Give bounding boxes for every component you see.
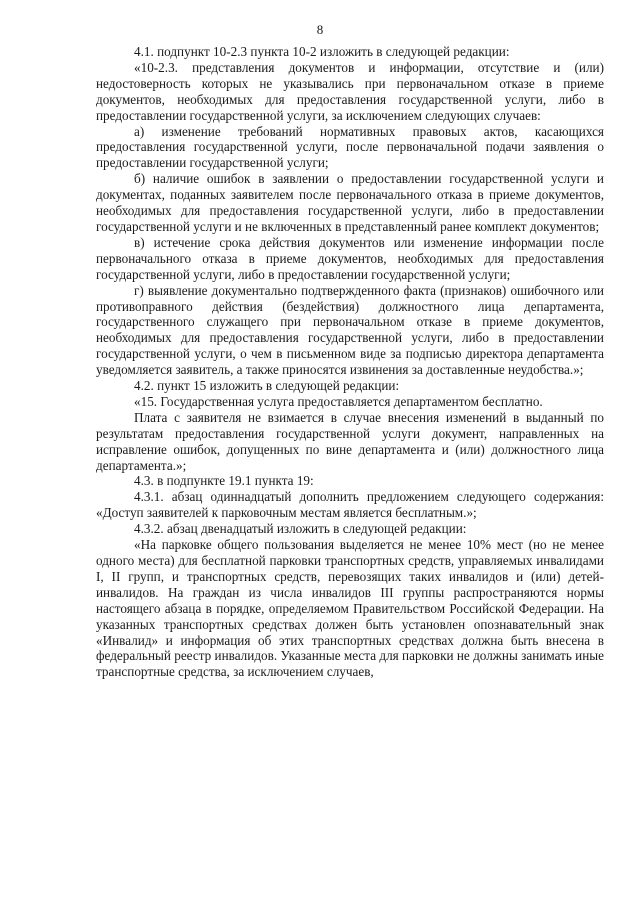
paragraph-fee: Плата с заявителя не взимается в случае внесения изменений в выданный по результатам предоставления государственной услуги документ, направленных на исправление ошибок, допущенных по вине департамента и (или) должностного лица департамента.»; [96,409,604,473]
paragraph-10-2-3: «10-2.3. представления документов и информации, отсутствие и (или) недостоверность которых не указывались при первоначальном отказе в приеме документов, необходимых для предоставления государственной услуги, либо в предоставлении государственной услуги, за исключением следующих случаев: [96,59,604,123]
paragraph-case-a: а) изменение требований нормативных правовых актов, касающихся предоставления государственной услуги, после первоначальной подачи заявления о предоставлении государственной услуги; [96,123,604,171]
paragraph-15: «15. Государственная услуга предоставляется департаментом бесплатно. [134,393,543,409]
paragraph-case-g: г) выявление документально подтвержденного факта (признаков) ошибочного или противоправного действия (бездействия) должностного лица департамента, государственного служащего при первоначальном отказе в приеме документов, необходимых для предоставления государственной услуги, либо в предоставлении государственной услуги, о чем в письменном виде за подписью директора департамента уведомляется заявитель, а также приносятся извинения за доставленные неудобства.»; [96,282,604,378]
paragraph-4-2: 4.2. пункт 15 изложить в следующей редакции: [134,378,400,394]
paragraph-4-3-2: 4.3.2. абзац двенадцатый изложить в следующей редакции: [134,521,467,537]
paragraph-4-3-1: 4.3.1. абзац одиннадцатый дополнить предложением следующего содержания: «Доступ заявителей к парковочным местам является бесплатным.»; [96,489,604,521]
paragraph-case-b: б) наличие ошибок в заявлении о предоставлении государственной услуги и документах, поданных заявителем после первоначального отказа в приеме документов, необходимых для предоставления государственной услуги, либо в предоставлении государственной услуги и не включенных в представленный ранее комплект документов; [96,171,604,234]
document-body [96,44,604,680]
page-number: 8 [316,22,324,37]
paragraph-parking: «На парковке общего пользования выделяется не менее 10% мест (но не менее одного места) для бесплатной парковки транспортных средств, управляемых инвалидами I, II групп, и транспортных средств, перевозящих таких инвалидов и (или) детей-инвалидов. На граждан из числа инвалидов III группы распространяются нормы настоящего абзаца в порядке, определяемом Правительством Российской Федерации. На указанных транспортных средствах должен быть установлен опознавательный знак «Инвалид» и информация об этих транспортных средствах должна быть внесена в федеральный реестр инвалидов. Указанные места для парковки не должны занимать иные транспортные средства, за исключением случаев, [96,537,604,680]
paragraph-case-v: в) истечение срока действия документов или изменение информации после первоначального отказа в приеме документов, необходимых для предоставления государственной услуги, либо в предоставлении государственной услуги; [96,234,604,282]
paragraph-4-1: 4.1. подпункт 10-2.3 пункта 10-2 изложить в следующей редакции: [134,44,510,59]
paragraph-4-3: 4.3. в подпункте 19.1 пункта 19: [134,473,314,489]
